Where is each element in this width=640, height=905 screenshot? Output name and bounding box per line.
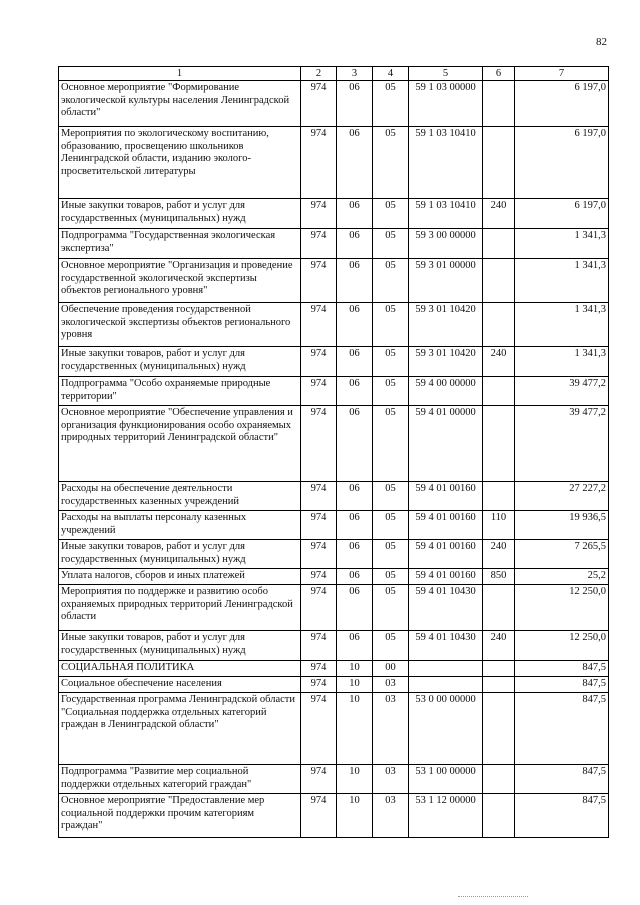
cell-amount: 1 341,3 xyxy=(515,229,609,259)
cell-name: Основное мероприятие "Формирование экологической культуры населения Ленинградской области" xyxy=(59,81,301,127)
table-row xyxy=(59,199,609,229)
cell-section: 10 xyxy=(337,677,373,693)
cell-subsection: 05 xyxy=(373,631,409,661)
cell-section: 06 xyxy=(337,585,373,631)
table-row xyxy=(59,229,609,259)
cell-amount: 1 341,3 xyxy=(515,303,609,347)
cell-section: 06 xyxy=(337,199,373,229)
cell-expense-type xyxy=(483,303,515,347)
cell-ministry: 974 xyxy=(301,303,337,347)
table-body xyxy=(59,81,609,838)
cell-expense-type xyxy=(483,585,515,631)
cell-ministry: 974 xyxy=(301,199,337,229)
header-cell: 7 xyxy=(515,67,609,81)
cell-amount: 6 197,0 xyxy=(515,127,609,199)
cell-target: 59 4 01 10430 xyxy=(409,631,483,661)
cell-target: 59 3 01 00000 xyxy=(409,259,483,303)
cell-section: 10 xyxy=(337,794,373,838)
cell-subsection: 00 xyxy=(373,661,409,677)
table-row xyxy=(59,693,609,765)
cell-subsection: 03 xyxy=(373,794,409,838)
table-row xyxy=(59,81,609,127)
cell-target: 59 4 01 10430 xyxy=(409,585,483,631)
cell-section: 06 xyxy=(337,569,373,585)
cell-section: 06 xyxy=(337,482,373,511)
cell-section: 10 xyxy=(337,693,373,765)
cell-amount: 6 197,0 xyxy=(515,199,609,229)
cell-section: 06 xyxy=(337,511,373,540)
cell-amount: 19 936,5 xyxy=(515,511,609,540)
cell-target xyxy=(409,677,483,693)
table-row xyxy=(59,661,609,677)
cell-subsection: 05 xyxy=(373,406,409,482)
cell-amount: 27 227,2 xyxy=(515,482,609,511)
cell-amount: 1 341,3 xyxy=(515,347,609,377)
cell-ministry: 974 xyxy=(301,631,337,661)
cell-expense-type xyxy=(483,661,515,677)
cell-name: Иные закупки товаров, работ и услуг для государственных (муниципальных) нужд xyxy=(59,347,301,377)
cell-expense-type: 240 xyxy=(483,199,515,229)
cell-amount: 847,5 xyxy=(515,693,609,765)
cell-target: 59 1 03 00000 xyxy=(409,81,483,127)
cell-subsection: 05 xyxy=(373,259,409,303)
cell-expense-type: 240 xyxy=(483,540,515,569)
cell-name: Обеспечение проведения государственной экологической экспертизы объектов регионального уровня xyxy=(59,303,301,347)
cell-expense-type xyxy=(483,229,515,259)
cell-ministry: 974 xyxy=(301,794,337,838)
cell-section: 06 xyxy=(337,303,373,347)
cell-expense-type: 240 xyxy=(483,347,515,377)
cell-subsection: 05 xyxy=(373,81,409,127)
cell-ministry: 974 xyxy=(301,259,337,303)
cell-section: 06 xyxy=(337,631,373,661)
cell-expense-type xyxy=(483,127,515,199)
cell-ministry: 974 xyxy=(301,540,337,569)
cell-amount: 1 341,3 xyxy=(515,259,609,303)
cell-amount: 39 477,2 xyxy=(515,406,609,482)
cell-section: 10 xyxy=(337,765,373,794)
cell-target: 53 1 00 00000 xyxy=(409,765,483,794)
cell-ministry: 974 xyxy=(301,482,337,511)
cell-name: Подпрограмма "Развитие мер социальной поддержки отдельных категорий граждан" xyxy=(59,765,301,794)
header-cell: 6 xyxy=(483,67,515,81)
cell-name: Расходы на обеспечение деятельности государственных казенных учреждений xyxy=(59,482,301,511)
cell-name: Социальное обеспечение населения xyxy=(59,677,301,693)
table-row xyxy=(59,511,609,540)
cell-subsection: 05 xyxy=(373,511,409,540)
header-cell: 2 xyxy=(301,67,337,81)
cell-name: Иные закупки товаров, работ и услуг для государственных (муниципальных) нужд xyxy=(59,631,301,661)
cell-ministry: 974 xyxy=(301,81,337,127)
cell-subsection: 03 xyxy=(373,677,409,693)
cell-target xyxy=(409,661,483,677)
cell-expense-type: 240 xyxy=(483,631,515,661)
cell-expense-type xyxy=(483,406,515,482)
cell-subsection: 05 xyxy=(373,303,409,347)
scan-mark xyxy=(458,896,528,898)
cell-target: 59 4 01 00160 xyxy=(409,569,483,585)
cell-section: 06 xyxy=(337,347,373,377)
table-row xyxy=(59,303,609,347)
cell-name: Основное мероприятие "Предоставление мер социальной поддержки прочим категориям граждан" xyxy=(59,794,301,838)
cell-target: 53 1 12 00000 xyxy=(409,794,483,838)
cell-subsection: 05 xyxy=(373,540,409,569)
table-row xyxy=(59,406,609,482)
cell-name: Мероприятия по поддержке и развитию особо охраняемых природных территорий Ленинградской области xyxy=(59,585,301,631)
cell-name: Основное мероприятие "Организация и проведение государственной экологической экспертизы объектов регионального уровня" xyxy=(59,259,301,303)
cell-ministry: 974 xyxy=(301,693,337,765)
cell-amount: 847,5 xyxy=(515,661,609,677)
cell-expense-type xyxy=(483,377,515,406)
cell-subsection: 05 xyxy=(373,585,409,631)
cell-section: 06 xyxy=(337,406,373,482)
cell-amount: 7 265,5 xyxy=(515,540,609,569)
cell-name: Подпрограмма "Государственная экологическая экспертиза" xyxy=(59,229,301,259)
cell-target: 59 4 01 00160 xyxy=(409,482,483,511)
cell-amount: 6 197,0 xyxy=(515,81,609,127)
cell-name: Мероприятия по экологическому воспитанию, образованию, просвещению школьников Ленинградской области, изданию эколого-просветительской литературы xyxy=(59,127,301,199)
cell-expense-type: 110 xyxy=(483,511,515,540)
cell-target: 59 3 01 10420 xyxy=(409,303,483,347)
cell-target: 59 4 01 00160 xyxy=(409,540,483,569)
cell-amount: 847,5 xyxy=(515,677,609,693)
cell-subsection: 05 xyxy=(373,199,409,229)
cell-amount: 847,5 xyxy=(515,765,609,794)
cell-subsection: 05 xyxy=(373,229,409,259)
cell-expense-type xyxy=(483,765,515,794)
header-cell: 3 xyxy=(337,67,373,81)
cell-target: 59 1 03 10410 xyxy=(409,199,483,229)
cell-name: Основное мероприятие "Обеспечение управления и организация функционирования особо охраняемых природных территорий Ленинградской области" xyxy=(59,406,301,482)
cell-subsection: 05 xyxy=(373,482,409,511)
table-row xyxy=(59,631,609,661)
cell-section: 10 xyxy=(337,661,373,677)
cell-ministry: 974 xyxy=(301,569,337,585)
cell-amount: 12 250,0 xyxy=(515,631,609,661)
cell-ministry: 974 xyxy=(301,229,337,259)
header-cell: 5 xyxy=(409,67,483,81)
table-row xyxy=(59,259,609,303)
table-row xyxy=(59,127,609,199)
cell-ministry: 974 xyxy=(301,677,337,693)
cell-target: 59 4 01 00160 xyxy=(409,511,483,540)
header-cell: 1 xyxy=(59,67,301,81)
cell-amount: 39 477,2 xyxy=(515,377,609,406)
table-row xyxy=(59,377,609,406)
cell-expense-type xyxy=(483,677,515,693)
cell-ministry: 974 xyxy=(301,511,337,540)
table-row xyxy=(59,794,609,838)
header-row xyxy=(59,67,609,81)
cell-target: 59 1 03 10410 xyxy=(409,127,483,199)
cell-subsection: 03 xyxy=(373,765,409,794)
cell-target: 59 3 00 00000 xyxy=(409,229,483,259)
cell-section: 06 xyxy=(337,81,373,127)
cell-ministry: 974 xyxy=(301,765,337,794)
cell-name: Уплата налогов, сборов и иных платежей xyxy=(59,569,301,585)
table-row xyxy=(59,765,609,794)
cell-expense-type xyxy=(483,81,515,127)
table-row xyxy=(59,585,609,631)
cell-target: 59 4 00 00000 xyxy=(409,377,483,406)
cell-ministry: 974 xyxy=(301,406,337,482)
cell-subsection: 03 xyxy=(373,693,409,765)
cell-section: 06 xyxy=(337,127,373,199)
cell-section: 06 xyxy=(337,259,373,303)
cell-target: 53 0 00 00000 xyxy=(409,693,483,765)
cell-ministry: 974 xyxy=(301,347,337,377)
cell-name: Иные закупки товаров, работ и услуг для государственных (муниципальных) нужд xyxy=(59,199,301,229)
cell-amount: 25,2 xyxy=(515,569,609,585)
table-row xyxy=(59,482,609,511)
cell-name: Государственная программа Ленинградской области "Социальная поддержка отдельных категорий граждан в Ленинградской области" xyxy=(59,693,301,765)
cell-subsection: 05 xyxy=(373,127,409,199)
table-row xyxy=(59,347,609,377)
cell-ministry: 974 xyxy=(301,377,337,406)
header-cell: 4 xyxy=(373,67,409,81)
cell-name: СОЦИАЛЬНАЯ ПОЛИТИКА xyxy=(59,661,301,677)
table-row xyxy=(59,540,609,569)
cell-expense-type xyxy=(483,482,515,511)
cell-target: 59 3 01 10420 xyxy=(409,347,483,377)
cell-amount: 847,5 xyxy=(515,794,609,838)
cell-target: 59 4 01 00000 xyxy=(409,406,483,482)
cell-name: Подпрограмма "Особо охраняемые природные территории" xyxy=(59,377,301,406)
cell-expense-type xyxy=(483,794,515,838)
cell-ministry: 974 xyxy=(301,661,337,677)
cell-subsection: 05 xyxy=(373,347,409,377)
cell-subsection: 05 xyxy=(373,377,409,406)
cell-section: 06 xyxy=(337,540,373,569)
cell-ministry: 974 xyxy=(301,585,337,631)
cell-section: 06 xyxy=(337,377,373,406)
cell-amount: 12 250,0 xyxy=(515,585,609,631)
cell-ministry: 974 xyxy=(301,127,337,199)
cell-expense-type: 850 xyxy=(483,569,515,585)
cell-name: Расходы на выплаты персоналу казенных учреждений xyxy=(59,511,301,540)
cell-expense-type xyxy=(483,693,515,765)
budget-table xyxy=(58,66,609,838)
cell-expense-type xyxy=(483,259,515,303)
page-number: 82 xyxy=(596,36,607,48)
table-row xyxy=(59,677,609,693)
table-row xyxy=(59,569,609,585)
cell-subsection: 05 xyxy=(373,569,409,585)
cell-section: 06 xyxy=(337,229,373,259)
cell-name: Иные закупки товаров, работ и услуг для государственных (муниципальных) нужд xyxy=(59,540,301,569)
